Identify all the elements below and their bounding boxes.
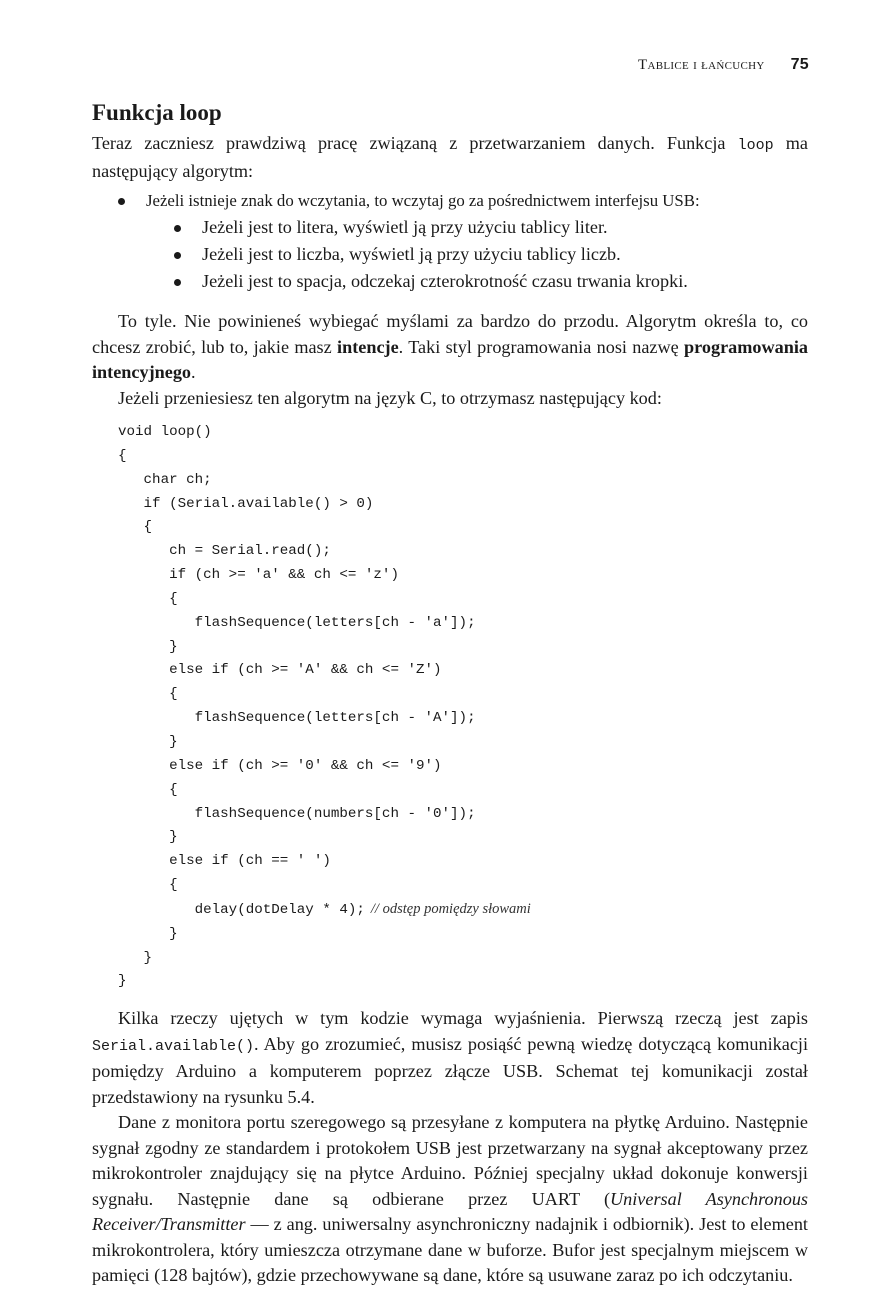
algorithm-list	[92, 187, 808, 295]
list-item: Jeżeli jest to liczba, wyświetl ją przy użyciu tablicy liczb.	[172, 241, 808, 268]
bullet-icon	[174, 279, 181, 286]
list-item: Jeżeli jest to litera, wyświetl ją przy użyciu tablicy liter.	[172, 214, 808, 241]
list-item: Jeżeli istnieje znak do wczytania, to wczytaj go za pośrednictwem interfejsu USB: Jeżeli jest to litera, wyświetl ją przy użyciu tablicy liter. Jeżeli jest to liczba, wyświetl ją przy użyciu tablicy liczb. Jeżeli jest to spacja, odczekaj czterokrotność czasu trwania kropki.	[116, 187, 808, 295]
list-item: Jeżeli jest to spacja, odczekaj czterokrotność czasu trwania kropki.	[172, 268, 808, 295]
bullet-icon	[118, 198, 125, 205]
paragraph-code-intro: Jeżeli przeniesiesz ten algorytm na język C, to otrzymasz następujący kod:	[118, 387, 662, 408]
inline-code: loop	[737, 137, 774, 154]
code-block: void loop() { char ch; if (Serial.available() > 0) { ch = Serial.read(); if (ch >= 'a' && ch <= 'z') { flashSequence(letters[ch - 'a']); } else if (ch >= 'A' && ch <= 'Z') { flashSequence(letters[ch - 'A']); } else if (ch >= '0' && ch <= '9') { flashSequence(numbers[ch - '0']); } else if (ch == ' ') { delay(dotDelay * 4); // odstęp pomiędzy słowami } } }	[118, 424, 531, 990]
bullet-icon	[174, 225, 181, 232]
paragraph-uart: Dane z monitora portu szeregowego są przesyłane z komputera na płytkę Arduino. Następnie sygnał zgodny ze standardem i protokołem USB jest przetwarzany na sygnał akceptowany przez mikrokontroler znajdujący się na płytce Arduino. Później specjalny układ dokonuje konwersji sygnału. Następnie dane są odbierane przez UART (Universal Asynchronous Receiver/Transmitter — z ang. uniwersalny asynchroniczny nadajnik i odbiornik). Jest to element mikrokontrolera, który umieszcza otrzymane dane w buforze. Bufor jest specjalnym miejscem w pamięci (128 bajtów), gdzie przechowywane są dane, które są usuwane zaraz po ich odczytaniu.	[92, 1112, 808, 1286]
page-number: 75	[790, 56, 809, 73]
page-header	[92, 56, 809, 74]
bullet-icon	[174, 252, 181, 259]
algorithm-sublist	[146, 214, 808, 295]
inline-code: Serial.available()	[92, 1037, 255, 1055]
code-comment: // odstęp pomiędzy słowami	[370, 900, 531, 917]
section-title: Funkcja loop	[92, 100, 222, 125]
paragraph-serial-available: Kilka rzeczy ujętych w tym kodzie wymaga wyjaśnienia. Pierwszą rzeczą jest zapis Serial.available(). Aby go zrozumieć, musisz posiąść pewną wiedzę dotyczącą komunikacji pomiędzy Arduino a komputerem poprzez złącze USB. Schemat tej komunikacji został przedstawiony na rysunku 5.4.	[92, 1008, 808, 1107]
running-title: Tablice i łańcuchy	[638, 57, 765, 73]
paragraph-intentions: To tyle. Nie powinieneś wybiegać myślami za bardzo do przodu. Algorytm określa to, co chcesz zrobić, lub to, jakie masz intencje. Taki styl programowania nosi nazwę programowania intencyjnego.	[92, 311, 808, 382]
page-body	[92, 98, 808, 1289]
intro-paragraph: Teraz zaczniesz prawdziwą pracę związaną z przetwarzaniem danych. Funkcja loop ma następujący algorytm:	[92, 133, 808, 181]
